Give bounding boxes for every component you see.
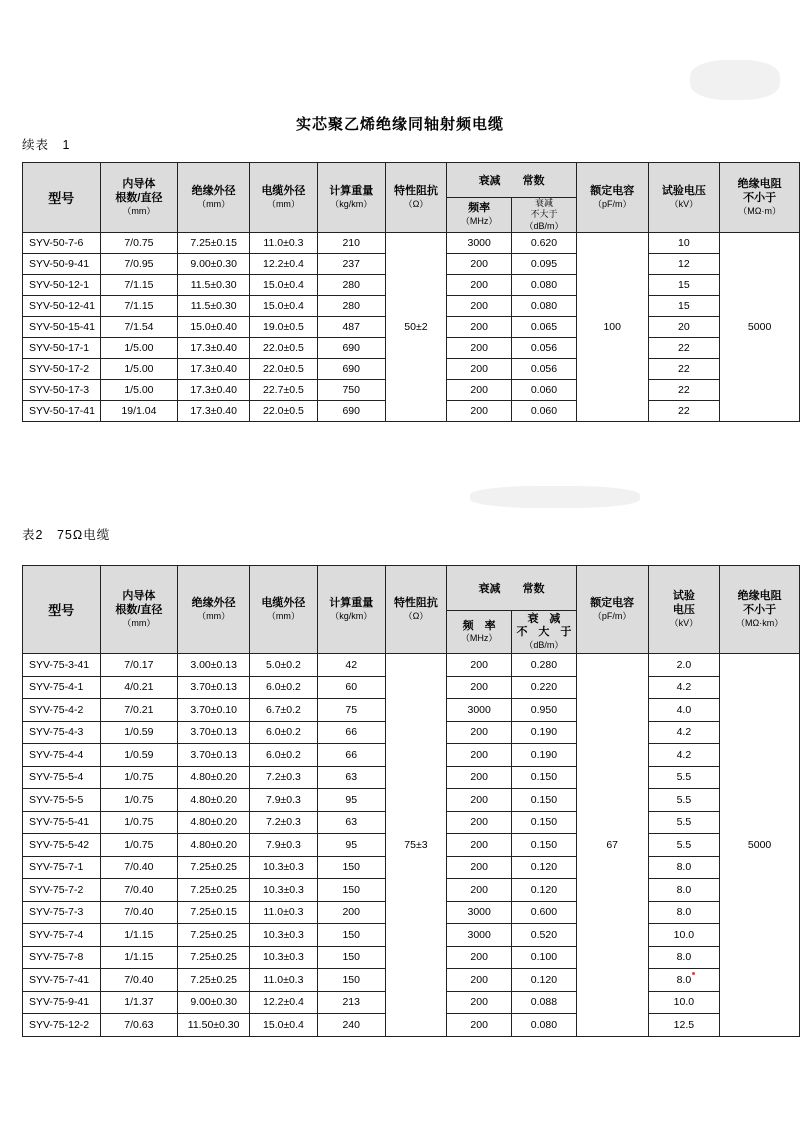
cell-attenuation: 0.150 [512,766,577,789]
th-attenuation: 衰减 常数 [447,163,577,198]
cell-cable-od: 5.0±0.2 [250,654,318,677]
cell-model: SYV-50-12-41 [23,295,101,316]
cell-test-voltage: 8.0 [648,856,720,879]
cell-model: SYV-75-9-41 [23,991,101,1014]
cell-weight: 66 [317,721,385,744]
cell-test-voltage: 15 [648,295,720,316]
cell-frequency: 200 [447,744,512,767]
cell-weight: 150 [317,856,385,879]
cell-attenuation: 0.080 [512,1014,577,1037]
table2-header-row-1 [23,566,800,611]
th-impedance: 特性阻抗 （Ω） [385,566,447,654]
cell-frequency: 3000 [447,232,512,253]
cell-model: SYV-50-17-3 [23,379,101,400]
th-attenuation-max: 衰减 不大于 （dB/m） [512,198,577,233]
cell-weight: 690 [317,358,385,379]
cell-cable-od: 10.3±0.3 [250,946,318,969]
cell-weight: 150 [317,879,385,902]
cell-model: SYV-50-12-1 [23,274,101,295]
cell-cable-od: 11.0±0.3 [250,969,318,992]
cell-inner: 1/0.59 [100,721,178,744]
cell-weight: 280 [317,274,385,295]
cell-weight: 237 [317,253,385,274]
cell-insulation-od: 9.00±0.30 [178,991,250,1014]
cell-test-voltage: 8.0 [648,946,720,969]
cell-model: SYV-50-7-6 [23,232,101,253]
cell-inner: 7/1.15 [100,295,178,316]
cell-insulation-od: 3.00±0.13 [178,654,250,677]
cell-test-voltage: 22 [648,379,720,400]
cell-frequency: 200 [447,337,512,358]
cell-frequency: 200 [447,295,512,316]
cell-insulation-od: 15.0±0.40 [178,316,250,337]
cell-inner: 1/1.15 [100,924,178,947]
th-cable-od: 电缆外径 （mm） [250,163,318,233]
th-insulation-od: 绝缘外径 （mm） [178,163,250,233]
cell-model: SYV-75-5-42 [23,834,101,857]
cell-weight: 280 [317,295,385,316]
cell-frequency: 200 [447,834,512,857]
cell-cable-od: 12.2±0.4 [250,991,318,1014]
cell-frequency: 200 [447,1014,512,1037]
cell-cable-od: 7.2±0.3 [250,811,318,834]
cell-inner: 1/0.75 [100,811,178,834]
cell-attenuation: 0.095 [512,253,577,274]
cell-frequency: 200 [447,400,512,421]
th-impedance: 特性阻抗 （Ω） [385,163,447,233]
cell-test-voltage: 8.0 [648,901,720,924]
cell-weight: 63 [317,766,385,789]
cell-attenuation: 0.150 [512,789,577,812]
ink-mark [692,972,695,975]
cell-attenuation: 0.190 [512,744,577,767]
cell-cable-od: 7.2±0.3 [250,766,318,789]
cell-model: SYV-75-7-3 [23,901,101,924]
cell-model: SYV-75-4-1 [23,676,101,699]
cell-inner: 7/0.40 [100,879,178,902]
cell-attenuation: 0.600 [512,901,577,924]
page-title: 实芯聚乙烯绝缘同轴射频电缆 [295,116,504,133]
cell-insulation-od: 17.3±0.40 [178,337,250,358]
cell-test-voltage: 10.0 [648,924,720,947]
th-calc-weight: 计算重量 （kg/km） [317,566,385,654]
cell-insulation-od: 3.70±0.10 [178,699,250,722]
cell-model: SYV-75-7-1 [23,856,101,879]
cell-test-voltage: 20 [648,316,720,337]
cell-insulation-od: 7.25±0.25 [178,946,250,969]
cell-attenuation: 0.190 [512,721,577,744]
cell-model: SYV-75-5-5 [23,789,101,812]
cell-cable-od: 22.0±0.5 [250,358,318,379]
cell-insulation-od: 4.80±0.20 [178,789,250,812]
table-50ohm-cables [22,162,800,422]
cell-inner: 7/1.15 [100,274,178,295]
th-frequency: 频 率 （MHz） [447,611,512,654]
cell-inner: 7/0.21 [100,699,178,722]
cell-attenuation: 0.220 [512,676,577,699]
cell-cable-od: 22.0±0.5 [250,400,318,421]
cell-model: SYV-75-4-3 [23,721,101,744]
cell-model: SYV-75-7-41 [23,969,101,992]
cell-impedance: 50±2 [385,232,447,421]
th-test-voltage: 试验电压 （kV） [648,163,720,233]
th-inner-conductor: 内导体 根数/直径 （mm） [100,566,178,654]
cell-cable-od: 19.0±0.5 [250,316,318,337]
cell-attenuation: 0.060 [512,400,577,421]
cell-test-voltage: 5.5 [648,811,720,834]
cell-test-voltage: 12.5 [648,1014,720,1037]
cell-attenuation: 0.520 [512,924,577,947]
cell-cable-od: 22.0±0.5 [250,337,318,358]
cell-inner: 1/5.00 [100,358,178,379]
cell-frequency: 200 [447,856,512,879]
cell-test-voltage: 8.0 [648,879,720,902]
cell-frequency: 200 [447,676,512,699]
cell-inner: 7/0.40 [100,856,178,879]
cell-attenuation: 0.056 [512,358,577,379]
cell-cable-od: 11.0±0.3 [250,232,318,253]
cell-insulation-od: 11.5±0.30 [178,295,250,316]
continued-table-label: 续表 1 [22,138,71,152]
cell-model: SYV-75-5-4 [23,766,101,789]
cell-weight: 150 [317,969,385,992]
cell-test-voltage: 15 [648,274,720,295]
cell-test-voltage: 22 [648,358,720,379]
th-insulation-resistance: 绝缘电阻 不小于 （MΩ·km） [720,566,800,654]
cell-weight: 690 [317,337,385,358]
th-insulation-od: 绝缘外径 （mm） [178,566,250,654]
cell-inner: 7/0.75 [100,232,178,253]
th-rated-capacitance: 额定电容 （pF/m） [576,163,648,233]
th-calc-weight: 计算重量 （kg/km） [317,163,385,233]
cell-insulation-od: 7.25±0.25 [178,969,250,992]
cell-model: SYV-50-9-41 [23,253,101,274]
cell-cable-od: 15.0±0.4 [250,274,318,295]
cell-cable-od: 12.2±0.4 [250,253,318,274]
cell-attenuation: 0.088 [512,991,577,1014]
cell-attenuation: 0.080 [512,274,577,295]
cell-weight: 60 [317,676,385,699]
cell-model: SYV-75-3-41 [23,654,101,677]
cell-inner: 7/0.40 [100,969,178,992]
cell-attenuation: 0.080 [512,295,577,316]
cell-insulation-resistance: 5000 [720,654,800,1037]
cell-weight: 150 [317,946,385,969]
cell-weight: 63 [317,811,385,834]
cell-insulation-od: 7.25±0.15 [178,901,250,924]
cell-insulation-od: 9.00±0.30 [178,253,250,274]
cell-frequency: 200 [447,789,512,812]
th-insulation-resistance: 绝缘电阻 不小于 （MΩ·m） [720,163,800,233]
cell-cable-od: 10.3±0.3 [250,856,318,879]
cell-insulation-od: 17.3±0.40 [178,400,250,421]
cell-test-voltage: 5.5 [648,789,720,812]
cell-attenuation: 0.120 [512,969,577,992]
cell-inner: 19/1.04 [100,400,178,421]
cell-frequency: 200 [447,358,512,379]
cell-cable-od: 15.0±0.4 [250,295,318,316]
cell-cable-od: 10.3±0.3 [250,879,318,902]
cell-cable-od: 15.0±0.4 [250,1014,318,1037]
cell-inner: 7/1.54 [100,316,178,337]
cell-test-voltage: 10.0 [648,991,720,1014]
cell-attenuation: 0.950 [512,699,577,722]
cell-model: SYV-50-15-41 [23,316,101,337]
cell-weight: 42 [317,654,385,677]
cell-weight: 200 [317,901,385,924]
cell-weight: 95 [317,789,385,812]
th-frequency: 频率 （MHz） [447,198,512,233]
cell-inner: 7/0.17 [100,654,178,677]
cell-cable-od: 7.9±0.3 [250,789,318,812]
cell-test-voltage: 8.0 [648,969,720,992]
cell-cable-od: 10.3±0.3 [250,924,318,947]
cell-model: SYV-75-4-2 [23,699,101,722]
cell-frequency: 200 [447,274,512,295]
cell-test-voltage: 22 [648,400,720,421]
cell-weight: 210 [317,232,385,253]
cell-attenuation: 0.120 [512,879,577,902]
cell-insulation-od: 11.50±0.30 [178,1014,250,1037]
cell-insulation-resistance: 5000 [720,232,800,421]
cell-frequency: 200 [447,811,512,834]
cell-inner: 1/0.75 [100,766,178,789]
cell-test-voltage: 5.5 [648,834,720,857]
cell-test-voltage: 4.2 [648,676,720,699]
cell-test-voltage: 4.2 [648,744,720,767]
cell-test-voltage: 12 [648,253,720,274]
cell-cable-od: 7.9±0.3 [250,834,318,857]
scan-smudge-top [690,60,780,100]
cell-inner: 7/0.63 [100,1014,178,1037]
cell-attenuation: 0.150 [512,811,577,834]
cell-insulation-od: 4.80±0.20 [178,811,250,834]
cell-rated-capacitance: 67 [576,654,648,1037]
cell-weight: 750 [317,379,385,400]
cell-weight: 95 [317,834,385,857]
cell-model: SYV-75-4-4 [23,744,101,767]
cell-weight: 487 [317,316,385,337]
cell-insulation-od: 7.25±0.25 [178,879,250,902]
cell-model: SYV-75-7-8 [23,946,101,969]
cell-inner: 1/5.00 [100,337,178,358]
cell-frequency: 200 [447,721,512,744]
th-rated-capacitance: 额定电容 （pF/m） [576,566,648,654]
cell-inner: 1/0.75 [100,789,178,812]
cell-model: SYV-75-5-41 [23,811,101,834]
th-test-voltage: 试验 电压 （kV） [648,566,720,654]
cell-weight: 690 [317,400,385,421]
cell-weight: 66 [317,744,385,767]
cell-test-voltage: 5.5 [648,766,720,789]
cell-frequency: 200 [447,379,512,400]
cell-weight: 75 [317,699,385,722]
cell-frequency: 200 [447,946,512,969]
th-attenuation-max: 衰 减 不 大 于 （dB/m） [512,611,577,654]
table-row [23,654,800,677]
cell-rated-capacitance: 100 [576,232,648,421]
cell-model: SYV-50-17-41 [23,400,101,421]
cell-attenuation: 0.056 [512,337,577,358]
cell-inner: 1/0.59 [100,744,178,767]
cell-frequency: 3000 [447,924,512,947]
cell-test-voltage: 22 [648,337,720,358]
table1-header-row-1 [23,163,800,198]
th-model: 型号 [23,566,101,654]
cell-weight: 240 [317,1014,385,1037]
cell-attenuation: 0.065 [512,316,577,337]
table-row [23,232,800,253]
th-attenuation: 衰减 常数 [447,566,577,611]
cell-frequency: 3000 [447,699,512,722]
cell-test-voltage: 2.0 [648,654,720,677]
cell-insulation-od: 3.70±0.13 [178,744,250,767]
cell-insulation-od: 4.80±0.20 [178,834,250,857]
cell-frequency: 200 [447,879,512,902]
th-inner-conductor: 内导体 根数/直径 （mm） [100,163,178,233]
cell-frequency: 200 [447,316,512,337]
cell-inner: 1/1.15 [100,946,178,969]
cell-cable-od: 6.7±0.2 [250,699,318,722]
cell-cable-od: 6.0±0.2 [250,744,318,767]
scan-smudge [470,486,640,508]
th-cable-od: 电缆外径 （mm） [250,566,318,654]
cell-insulation-od: 17.3±0.40 [178,358,250,379]
cell-inner: 7/0.40 [100,901,178,924]
cell-model: SYV-75-7-2 [23,879,101,902]
cell-weight: 213 [317,991,385,1014]
cell-frequency: 200 [447,969,512,992]
table2-caption: 表2 75Ω电缆 [22,528,111,542]
cell-attenuation: 0.620 [512,232,577,253]
cell-inner: 1/0.75 [100,834,178,857]
cell-frequency: 200 [447,991,512,1014]
cell-frequency: 200 [447,253,512,274]
cell-weight: 150 [317,924,385,947]
cell-inner: 4/0.21 [100,676,178,699]
cell-insulation-od: 7.25±0.25 [178,924,250,947]
cell-cable-od: 6.0±0.2 [250,721,318,744]
cell-cable-od: 6.0±0.2 [250,676,318,699]
cell-test-voltage: 10 [648,232,720,253]
cell-impedance: 75±3 [385,654,447,1037]
cell-inner: 1/5.00 [100,379,178,400]
cell-insulation-od: 7.25±0.25 [178,856,250,879]
cell-insulation-od: 11.5±0.30 [178,274,250,295]
cell-inner: 7/0.95 [100,253,178,274]
cell-attenuation: 0.280 [512,654,577,677]
cell-attenuation: 0.060 [512,379,577,400]
th-model: 型号 [23,163,101,233]
cell-frequency: 3000 [447,901,512,924]
cell-insulation-od: 4.80±0.20 [178,766,250,789]
cell-frequency: 200 [447,654,512,677]
cell-cable-od: 11.0±0.3 [250,901,318,924]
cell-attenuation: 0.120 [512,856,577,879]
cell-test-voltage: 4.2 [648,721,720,744]
cell-model: SYV-75-12-2 [23,1014,101,1037]
cell-model: SYV-50-17-1 [23,337,101,358]
cell-attenuation: 0.150 [512,834,577,857]
cell-model: SYV-50-17-2 [23,358,101,379]
cell-insulation-od: 7.25±0.15 [178,232,250,253]
cell-insulation-od: 17.3±0.40 [178,379,250,400]
cell-test-voltage: 4.0 [648,699,720,722]
cell-attenuation: 0.100 [512,946,577,969]
table-75ohm-cables [22,565,800,1037]
cell-insulation-od: 3.70±0.13 [178,721,250,744]
cell-cable-od: 22.7±0.5 [250,379,318,400]
cell-insulation-od: 3.70±0.13 [178,676,250,699]
cell-frequency: 200 [447,766,512,789]
cell-inner: 1/1.37 [100,991,178,1014]
cell-model: SYV-75-7-4 [23,924,101,947]
